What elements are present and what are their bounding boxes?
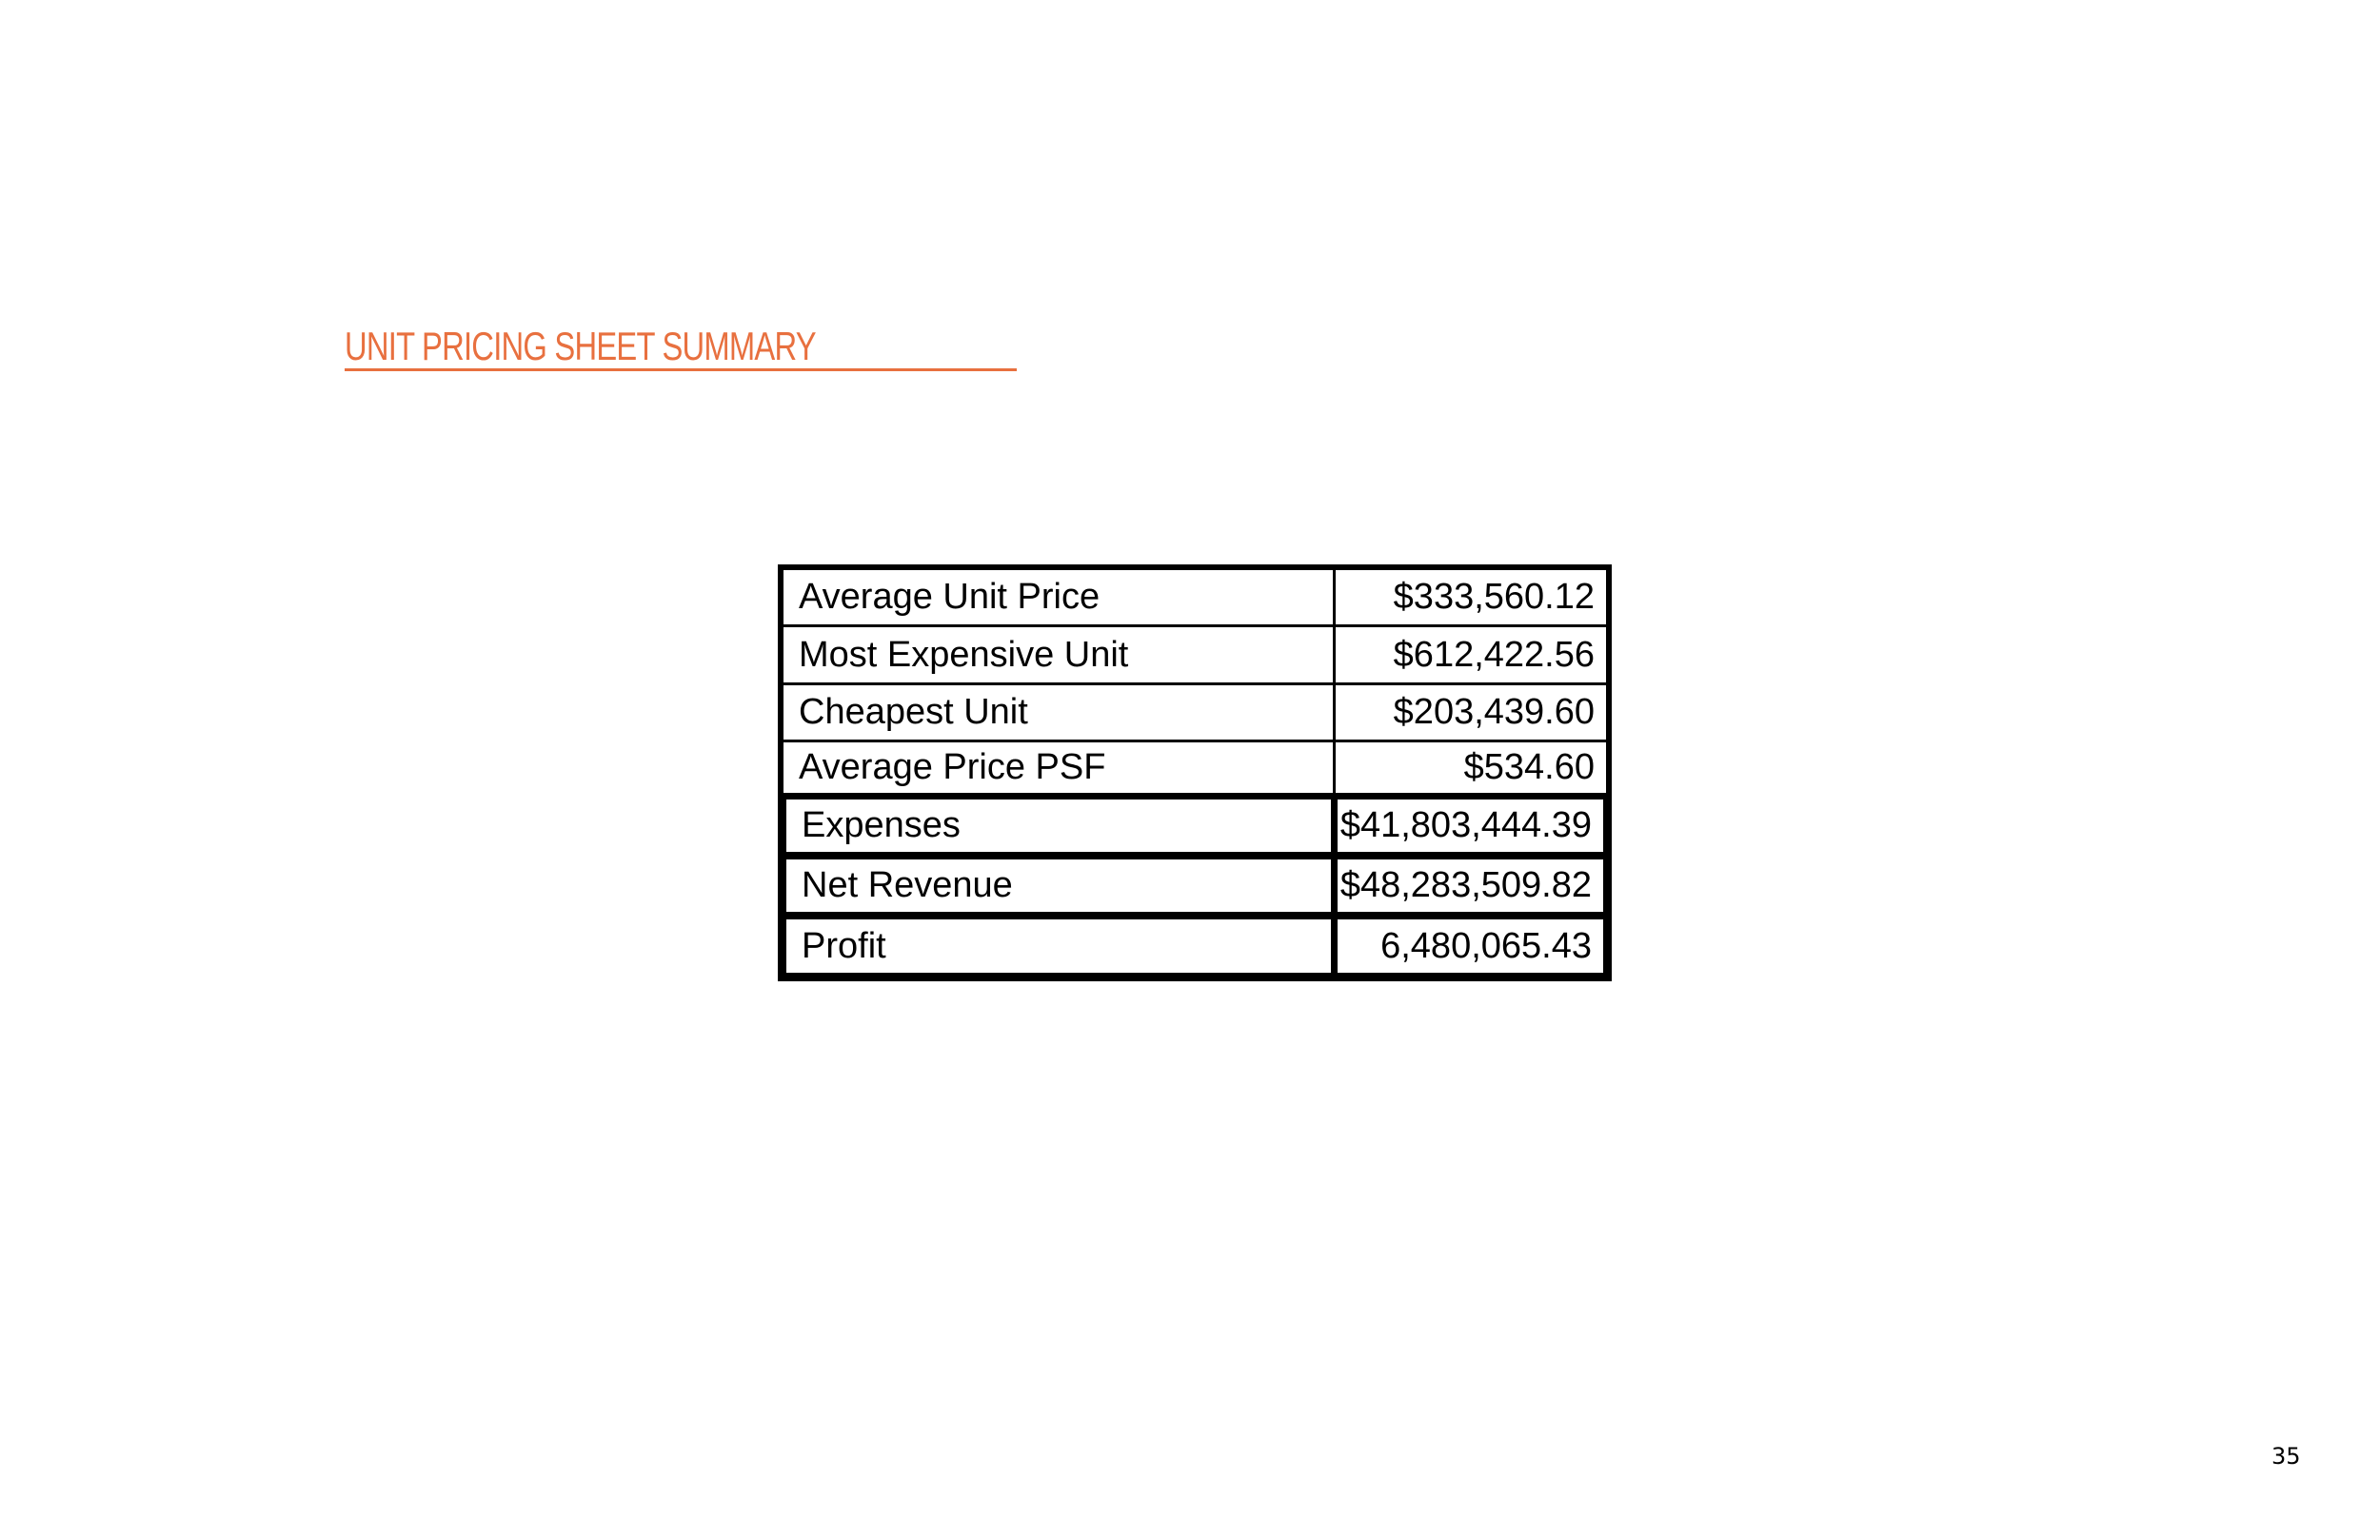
- table-row: [778, 859, 1612, 912]
- row-value-cheapest-unit: $203,439.60: [1336, 685, 1606, 740]
- row-value-net-revenue: $48,283,509.82: [1338, 859, 1603, 912]
- row-label-most-expensive-unit: Most Expensive Unit: [783, 627, 1333, 682]
- table-row: [778, 627, 1612, 682]
- section-title: UNIT PRICING SHEET SUMMARY: [345, 324, 816, 368]
- table-row: [778, 919, 1612, 973]
- pricing-summary-table: [778, 564, 1612, 981]
- row-label-average-price-psf: Average Price PSF: [783, 742, 1333, 793]
- table-row: [778, 570, 1612, 624]
- table-row: [778, 742, 1612, 793]
- row-value-average-unit-price: $333,560.12: [1336, 570, 1606, 624]
- row-label-expenses: Expenses: [786, 800, 1331, 852]
- table-row: [778, 800, 1612, 852]
- table-row: [778, 685, 1612, 740]
- row-label-average-unit-price: Average Unit Price: [783, 570, 1333, 624]
- row-value-profit: 6,480,065.43: [1338, 919, 1603, 973]
- row-label-net-revenue: Net Revenue: [786, 859, 1331, 912]
- row-value-expenses: $41,803,444.39: [1338, 800, 1603, 852]
- section-heading: [345, 322, 1017, 371]
- page-number: 35: [2271, 1443, 2301, 1470]
- row-label-profit: Profit: [786, 919, 1331, 973]
- row-value-most-expensive-unit: $612,422.56: [1336, 627, 1606, 682]
- row-label-cheapest-unit: Cheapest Unit: [783, 685, 1333, 740]
- row-value-average-price-psf: $534.60: [1336, 742, 1606, 793]
